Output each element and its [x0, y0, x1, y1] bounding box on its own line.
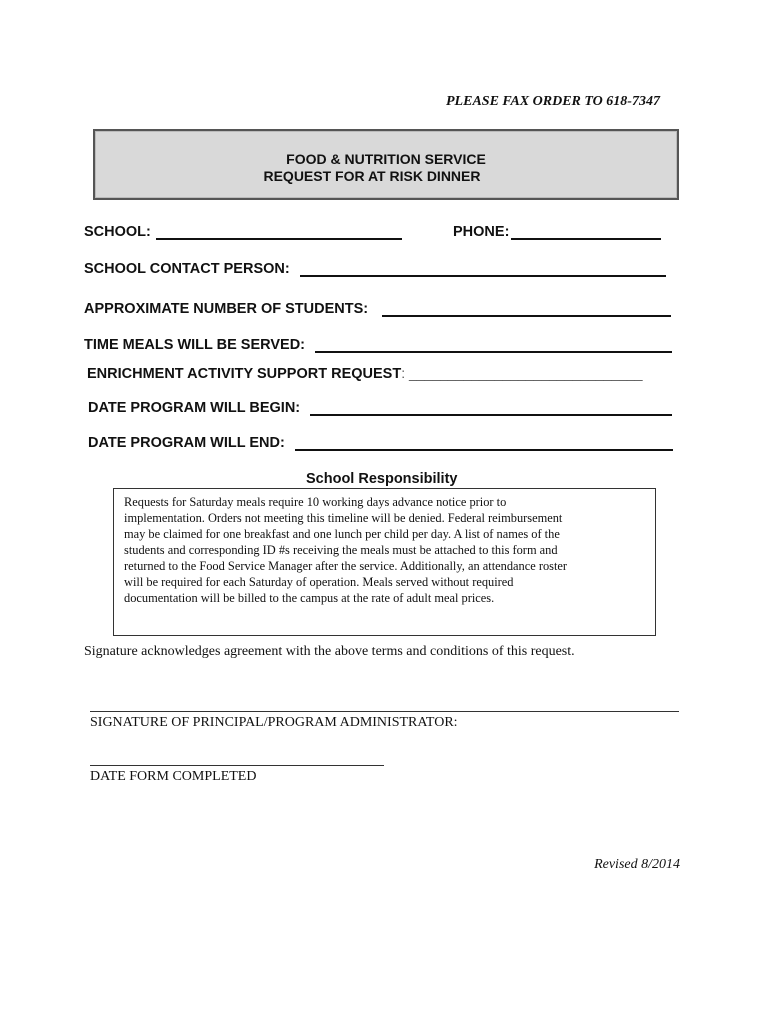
- responsibility-line: will be required for each Saturday of operation. Meals served without required: [124, 575, 514, 589]
- date-completed-label: DATE FORM COMPLETED: [90, 769, 257, 784]
- enrichment-field[interactable]: : ______________________________: [401, 365, 643, 381]
- signature-line[interactable]: [90, 711, 679, 712]
- contact-person-field[interactable]: [300, 261, 666, 277]
- end-date-field[interactable]: [295, 435, 673, 451]
- form-title-line-2: REQUEST FOR AT RISK DINNER: [263, 168, 481, 184]
- students-label: APPROXIMATE NUMBER OF STUDENTS:: [84, 301, 369, 317]
- acknowledgement-text: Signature acknowledges agreement with the above terms and conditions of this request.: [84, 644, 575, 659]
- responsibility-heading: School Responsibility: [306, 471, 458, 487]
- responsibility-line: Requests for Saturday meals require 10 working days advance notice prior to: [124, 495, 507, 509]
- responsibility-line: may be claimed for one breakfast and one lunch per child per day. A list of names of the: [124, 527, 560, 541]
- begin-date-field[interactable]: [310, 400, 672, 416]
- date-completed-line[interactable]: [90, 765, 384, 766]
- enrichment-row: [87, 365, 643, 383]
- responsibility-line: implementation. Orders not meeting this timeline will be denied. Federal reimbursement: [124, 511, 563, 525]
- responsibility-line: students and corresponding ID #s receiving the meals must be attached to this form and: [124, 543, 558, 557]
- phone-label: PHONE:: [453, 224, 510, 240]
- meal-time-label: TIME MEALS WILL BE SERVED:: [84, 337, 306, 353]
- end-date-label: DATE PROGRAM WILL END:: [88, 435, 285, 451]
- signature-label: SIGNATURE OF PRINCIPAL/PROGRAM ADMINISTRATOR:: [90, 715, 458, 730]
- school-label: SCHOOL:: [84, 224, 151, 240]
- responsibility-text: [124, 494, 644, 606]
- enrichment-label: ENRICHMENT ACTIVITY SUPPORT REQUEST: [87, 366, 402, 382]
- responsibility-line: returned to the Food Service Manager after the service. Additionally, an attendance roster: [124, 559, 568, 573]
- school-field[interactable]: [156, 224, 402, 240]
- form-title-box: [93, 129, 679, 200]
- meal-time-field[interactable]: [315, 337, 672, 353]
- responsibility-line: documentation will be billed to the campus at the rate of adult meal prices.: [124, 591, 495, 605]
- phone-field[interactable]: [511, 224, 661, 240]
- fax-instruction: PLEASE FAX ORDER TO 618-7347: [446, 94, 660, 109]
- contact-person-label: SCHOOL CONTACT PERSON:: [84, 261, 290, 277]
- begin-date-label: DATE PROGRAM WILL BEGIN:: [88, 400, 301, 416]
- responsibility-box: [113, 488, 656, 636]
- form-title-line-1: FOOD & NUTRITION SERVICE: [286, 151, 486, 167]
- revision-note: Revised 8/2014: [594, 857, 680, 872]
- students-field[interactable]: [382, 301, 671, 317]
